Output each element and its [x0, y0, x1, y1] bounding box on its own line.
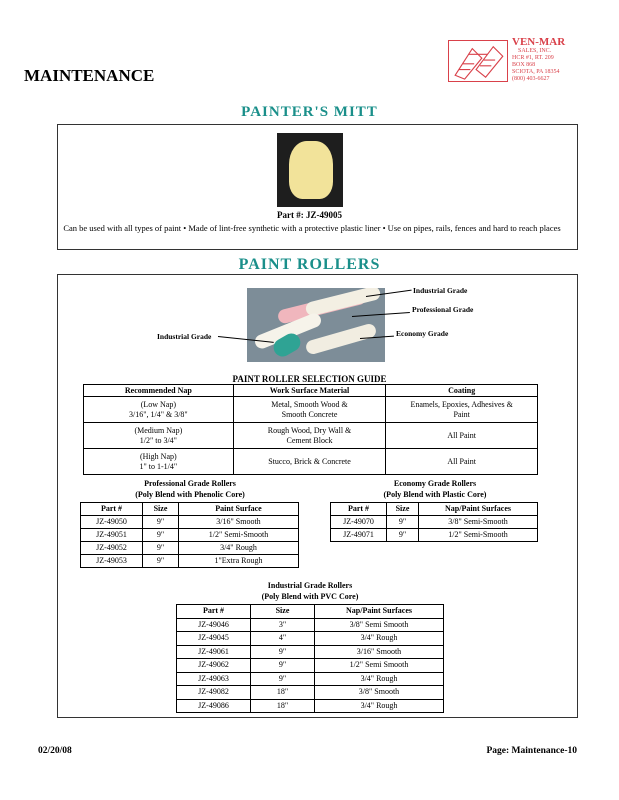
roller-size: 18" [251, 699, 315, 713]
industrial-rollers-subtitle: (Poly Blend with PVC Core) [261, 592, 359, 601]
paint-surface: 3/8" Semi Smooth [315, 618, 444, 632]
economy-rollers-heading [330, 478, 540, 500]
roller-photo [247, 288, 385, 362]
part-number: JZ-49050 [81, 516, 143, 529]
logo-line: (800) 403-6627 [512, 76, 550, 82]
table-row [177, 618, 444, 632]
industrial-rollers-table [176, 604, 444, 713]
professional-header: Part # [81, 503, 143, 516]
table-row [177, 632, 444, 646]
economy-rollers-table [330, 502, 538, 542]
paint-surface: 1"Extra Rough [179, 555, 299, 568]
part-number: JZ-49082 [177, 686, 251, 700]
professional-header: Size [143, 503, 179, 516]
roller-size: 4" [251, 632, 315, 646]
paint-surface: 1/2" Semi-Smooth [179, 529, 299, 542]
paint-surface: 3/16" Smooth [179, 516, 299, 529]
table-row [331, 529, 538, 542]
guide-nap: (Low Nap) 3/16", 1/4" & 3/8" [84, 397, 234, 423]
industrial-header: Size [251, 605, 315, 619]
part-number: JZ-49053 [81, 555, 143, 568]
part-number: JZ-49045 [177, 632, 251, 646]
mitt-description: Can be used with all types of paint • Made of lint-free synthetic with a protective plastic liner • Use on pipes, rails, fences and hard to reach places [63, 223, 561, 233]
paint-surface: 3/4" Rough [179, 542, 299, 555]
economy-header: Part # [331, 503, 387, 516]
label-industrial-grade-left: Industrial Grade [157, 332, 212, 341]
professional-header: Paint Surface [179, 503, 299, 516]
table-row [81, 555, 299, 568]
paint-surface: 3/8" Semi-Smooth [419, 516, 538, 529]
paint-surface: 3/4" Rough [315, 672, 444, 686]
part-number: JZ-49071 [331, 529, 387, 542]
paint-surface: 3/16" Smooth [315, 645, 444, 659]
paint-surface: 3/4" Rough [315, 632, 444, 646]
guide-header: Recommended Nap [84, 385, 234, 397]
industrial-rollers-heading [176, 580, 444, 602]
part-number: JZ-49052 [81, 542, 143, 555]
part-number: JZ-49062 [177, 659, 251, 673]
table-row [81, 516, 299, 529]
logo-line: BOX 868 [512, 62, 536, 68]
professional-rollers-subtitle: (Poly Blend with Phenolic Core) [135, 490, 245, 499]
table-row [177, 645, 444, 659]
table-row [81, 542, 299, 555]
logo-line: SALES, INC. [518, 48, 552, 54]
table-row [81, 529, 299, 542]
mitt-glove-image [289, 141, 333, 199]
professional-rollers-heading [80, 478, 300, 500]
mitt-section-title: PAINTER'S MITT [241, 104, 378, 120]
guide-coating: All Paint [386, 423, 538, 449]
label-economy-grade: Economy Grade [396, 329, 449, 338]
part-number: JZ-49063 [177, 672, 251, 686]
roller-size: 9" [143, 555, 179, 568]
economy-rollers-title: Economy Grade Rollers [393, 479, 477, 488]
paint-surface: 1/2" Semi Smooth [315, 659, 444, 673]
guide-coating: All Paint [386, 449, 538, 475]
guide-coating: Enamels, Epoxies, Adhesives & Paint [386, 397, 538, 423]
guide-nap: (High Nap) 1" to 1-1/4" [84, 449, 234, 475]
mitt-photo [277, 133, 343, 207]
industrial-header: Nap/Paint Surfaces [315, 605, 444, 619]
roller-size: 9" [143, 529, 179, 542]
label-industrial-grade: Industrial Grade [413, 286, 468, 295]
roller-size: 9" [251, 645, 315, 659]
logo-line: SCIOTA, PA 18354 [512, 69, 560, 75]
paint-surface: 1/2" Semi-Smooth [419, 529, 538, 542]
table-row [177, 659, 444, 673]
professional-rollers-title: Professional Grade Rollers [144, 479, 236, 488]
table-row [84, 397, 538, 423]
roller-size: 18" [251, 686, 315, 700]
part-number: JZ-49046 [177, 618, 251, 632]
roller-size: 9" [143, 516, 179, 529]
guide-nap: (Medium Nap) 1/2" to 3/4" [84, 423, 234, 449]
roller-size: 9" [251, 659, 315, 673]
guide-header: Coating [386, 385, 538, 397]
company-logo [448, 36, 598, 86]
footer-date: 02/20/08 [38, 746, 72, 756]
part-number: JZ-49051 [81, 529, 143, 542]
table-row [84, 423, 538, 449]
logo-brand: VEN-MAR [512, 36, 566, 48]
guide-material: Stucco, Brick & Concrete [233, 449, 386, 475]
guide-header: Work Surface Material [233, 385, 386, 397]
guide-material: Rough Wood, Dry Wall & Cement Block [233, 423, 386, 449]
paint-surface: 3/4" Rough [315, 699, 444, 713]
rollers-section-title: PAINT ROLLERS [238, 256, 381, 273]
part-number: JZ-49061 [177, 645, 251, 659]
professional-rollers-table [80, 502, 299, 568]
part-number: JZ-49070 [331, 516, 387, 529]
selection-guide-title: PAINT ROLLER SELECTION GUIDE [232, 374, 387, 384]
paint-surface: 3/8" Smooth [315, 686, 444, 700]
logo-line: HCR #1, RT. 209 [512, 55, 554, 61]
roller-size: 3" [251, 618, 315, 632]
roller-size: 9" [251, 672, 315, 686]
selection-guide-table [83, 384, 538, 475]
mitt-part-number: Part #: JZ-49005 [277, 210, 342, 220]
roller-size: 9" [387, 529, 419, 542]
roller-size: 9" [143, 542, 179, 555]
table-row [331, 516, 538, 529]
page-title: MAINTENANCE [24, 66, 155, 85]
roller-size: 9" [387, 516, 419, 529]
table-row [84, 449, 538, 475]
industrial-rollers-title: Industrial Grade Rollers [267, 581, 353, 590]
footer-page-number: Page: Maintenance-10 [486, 746, 577, 756]
economy-header: Size [387, 503, 419, 516]
part-number: JZ-49086 [177, 699, 251, 713]
table-row [177, 672, 444, 686]
logo-mark-icon [448, 40, 508, 82]
table-row [177, 699, 444, 713]
industrial-header: Part # [177, 605, 251, 619]
guide-material: Metal, Smooth Wood & Smooth Concrete [233, 397, 386, 423]
label-professional-grade: Professional Grade [412, 305, 474, 314]
table-row [177, 686, 444, 700]
economy-header: Nap/Paint Surfaces [419, 503, 538, 516]
economy-rollers-subtitle: (Poly Blend with Plastic Core) [383, 490, 487, 499]
